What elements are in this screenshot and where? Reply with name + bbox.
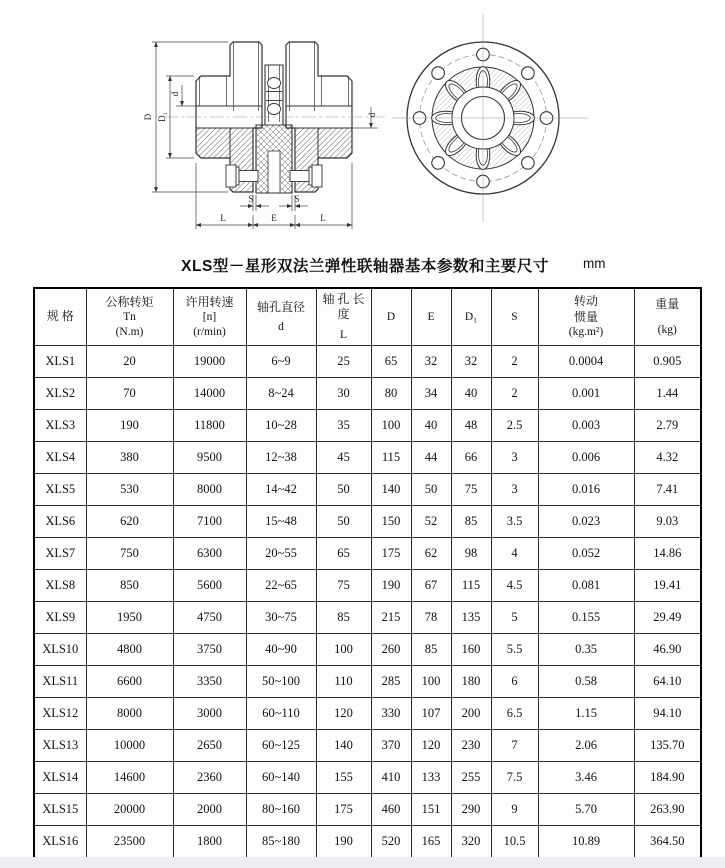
value-cell: 14600 bbox=[86, 762, 173, 794]
page-title: XLS型－星形双法兰弹性联轴器基本参数和主要尺寸 bbox=[181, 258, 549, 275]
value-cell: 8000 bbox=[86, 698, 173, 730]
value-cell: 14.86 bbox=[634, 538, 701, 570]
value-cell: 7100 bbox=[173, 506, 246, 538]
value-cell: 15~48 bbox=[246, 506, 316, 538]
table-row bbox=[34, 698, 701, 730]
model-cell: XLS2 bbox=[34, 378, 86, 410]
value-cell: 30~75 bbox=[246, 602, 316, 634]
value-cell: 530 bbox=[86, 474, 173, 506]
value-cell: 151 bbox=[411, 794, 451, 826]
value-cell: 85 bbox=[451, 506, 491, 538]
value-cell: 150 bbox=[371, 506, 411, 538]
value-cell: 190 bbox=[371, 570, 411, 602]
value-cell: 44 bbox=[411, 442, 451, 474]
value-cell: 40 bbox=[451, 378, 491, 410]
value-cell: 35 bbox=[316, 410, 371, 442]
dim-label-E: E bbox=[271, 213, 277, 223]
value-cell: 320 bbox=[451, 826, 491, 859]
value-cell: 5600 bbox=[173, 570, 246, 602]
col-header-inertia: 转动 惯量 (kg.m²) bbox=[538, 288, 634, 346]
value-cell: 135.70 bbox=[634, 730, 701, 762]
value-cell: 67 bbox=[411, 570, 451, 602]
value-cell: 3.5 bbox=[491, 506, 538, 538]
value-cell: 66 bbox=[451, 442, 491, 474]
value-cell: 50 bbox=[316, 474, 371, 506]
value-cell: 120 bbox=[411, 730, 451, 762]
col-header-D1: D₁ bbox=[451, 288, 491, 346]
value-cell: 520 bbox=[371, 826, 411, 859]
table-row bbox=[34, 474, 701, 506]
col-header-weight: 重量 (kg) bbox=[634, 288, 701, 346]
value-cell: 5.70 bbox=[538, 794, 634, 826]
model-cell: XLS3 bbox=[34, 410, 86, 442]
value-cell: 0.016 bbox=[538, 474, 634, 506]
value-cell: 10000 bbox=[86, 730, 173, 762]
value-cell: 80 bbox=[371, 378, 411, 410]
value-cell: 4.5 bbox=[491, 570, 538, 602]
value-cell: 2.79 bbox=[634, 410, 701, 442]
value-cell: 5 bbox=[491, 602, 538, 634]
model-cell: XLS7 bbox=[34, 538, 86, 570]
value-cell: 330 bbox=[371, 698, 411, 730]
value-cell: 0.905 bbox=[634, 346, 701, 378]
model-cell: XLS5 bbox=[34, 474, 86, 506]
value-cell: 65 bbox=[371, 346, 411, 378]
dim-label-d-right: d bbox=[367, 112, 377, 118]
value-cell: 29.49 bbox=[634, 602, 701, 634]
value-cell: 2.06 bbox=[538, 730, 634, 762]
table-row bbox=[34, 794, 701, 826]
value-cell: 6600 bbox=[86, 666, 173, 698]
value-cell: 2360 bbox=[173, 762, 246, 794]
value-cell: 3.46 bbox=[538, 762, 634, 794]
value-cell: 85~180 bbox=[246, 826, 316, 859]
value-cell: 19.41 bbox=[634, 570, 701, 602]
dim-label-L-right: L bbox=[320, 213, 326, 223]
model-cell: XLS10 bbox=[34, 634, 86, 666]
value-cell: 7.5 bbox=[491, 762, 538, 794]
model-cell: XLS8 bbox=[34, 570, 86, 602]
value-cell: 0.001 bbox=[538, 378, 634, 410]
col-header-speed: 许用转速 [n] (r/min) bbox=[173, 288, 246, 346]
value-cell: 115 bbox=[371, 442, 411, 474]
value-cell: 110 bbox=[316, 666, 371, 698]
model-cell: XLS13 bbox=[34, 730, 86, 762]
value-cell: 32 bbox=[411, 346, 451, 378]
value-cell: 370 bbox=[371, 730, 411, 762]
value-cell: 80~160 bbox=[246, 794, 316, 826]
value-cell: 100 bbox=[371, 410, 411, 442]
value-cell: 40 bbox=[411, 410, 451, 442]
value-cell: 85 bbox=[316, 602, 371, 634]
value-cell: 9 bbox=[491, 794, 538, 826]
value-cell: 133 bbox=[411, 762, 451, 794]
value-cell: 115 bbox=[451, 570, 491, 602]
page-bottom-edge bbox=[0, 857, 725, 868]
value-cell: 32 bbox=[451, 346, 491, 378]
value-cell: 364.50 bbox=[634, 826, 701, 859]
value-cell: 0.35 bbox=[538, 634, 634, 666]
table-row bbox=[34, 538, 701, 570]
value-cell: 285 bbox=[371, 666, 411, 698]
dim-label-L-left: L bbox=[220, 213, 226, 223]
value-cell: 52 bbox=[411, 506, 451, 538]
value-cell: 750 bbox=[86, 538, 173, 570]
model-cell: XLS15 bbox=[34, 794, 86, 826]
value-cell: 3000 bbox=[173, 698, 246, 730]
value-cell: 155 bbox=[316, 762, 371, 794]
value-cell: 14~42 bbox=[246, 474, 316, 506]
spec-table-body bbox=[34, 346, 701, 859]
model-cell: XLS16 bbox=[34, 826, 86, 859]
value-cell: 23500 bbox=[86, 826, 173, 859]
table-row bbox=[34, 378, 701, 410]
value-cell: 40~90 bbox=[246, 634, 316, 666]
coupling-section-diagram bbox=[120, 15, 400, 250]
value-cell: 6 bbox=[491, 666, 538, 698]
value-cell: 0.003 bbox=[538, 410, 634, 442]
value-cell: 46.90 bbox=[634, 634, 701, 666]
value-cell: 850 bbox=[86, 570, 173, 602]
value-cell: 215 bbox=[371, 602, 411, 634]
table-row bbox=[34, 666, 701, 698]
value-cell: 10.5 bbox=[491, 826, 538, 859]
value-cell: 0.58 bbox=[538, 666, 634, 698]
value-cell: 20~55 bbox=[246, 538, 316, 570]
value-cell: 45 bbox=[316, 442, 371, 474]
value-cell: 3 bbox=[491, 442, 538, 474]
value-cell: 4750 bbox=[173, 602, 246, 634]
model-cell: XLS9 bbox=[34, 602, 86, 634]
value-cell: 107 bbox=[411, 698, 451, 730]
value-cell: 60~140 bbox=[246, 762, 316, 794]
value-cell: 60~125 bbox=[246, 730, 316, 762]
value-cell: 3750 bbox=[173, 634, 246, 666]
value-cell: 9500 bbox=[173, 442, 246, 474]
table-row bbox=[34, 762, 701, 794]
spec-table-wrap bbox=[33, 287, 702, 859]
value-cell: 64.10 bbox=[634, 666, 701, 698]
value-cell: 1950 bbox=[86, 602, 173, 634]
value-cell: 160 bbox=[451, 634, 491, 666]
value-cell: 60~110 bbox=[246, 698, 316, 730]
value-cell: 410 bbox=[371, 762, 411, 794]
value-cell: 12~38 bbox=[246, 442, 316, 474]
dim-label-D1: D₁ bbox=[157, 112, 167, 122]
table-row bbox=[34, 346, 701, 378]
table-row bbox=[34, 730, 701, 762]
model-cell: XLS6 bbox=[34, 506, 86, 538]
col-header-S: S bbox=[491, 288, 538, 346]
value-cell: 0.081 bbox=[538, 570, 634, 602]
value-cell: 140 bbox=[316, 730, 371, 762]
col-header-bore-dia: 轴孔直径 d bbox=[246, 288, 316, 346]
value-cell: 2 bbox=[491, 346, 538, 378]
dim-label-S-left: S bbox=[248, 194, 254, 204]
table-row bbox=[34, 634, 701, 666]
value-cell: 9.03 bbox=[634, 506, 701, 538]
value-cell: 48 bbox=[451, 410, 491, 442]
value-cell: 1.44 bbox=[634, 378, 701, 410]
table-row bbox=[34, 506, 701, 538]
value-cell: 2 bbox=[491, 378, 538, 410]
value-cell: 255 bbox=[451, 762, 491, 794]
table-row bbox=[34, 570, 701, 602]
value-cell: 3350 bbox=[173, 666, 246, 698]
table-row bbox=[34, 410, 701, 442]
value-cell: 3 bbox=[491, 474, 538, 506]
value-cell: 19000 bbox=[173, 346, 246, 378]
value-cell: 4800 bbox=[86, 634, 173, 666]
value-cell: 7.41 bbox=[634, 474, 701, 506]
dim-label-d-left: d bbox=[170, 91, 180, 97]
value-cell: 6~9 bbox=[246, 346, 316, 378]
value-cell: 120 bbox=[316, 698, 371, 730]
value-cell: 2.5 bbox=[491, 410, 538, 442]
value-cell: 2000 bbox=[173, 794, 246, 826]
value-cell: 190 bbox=[316, 826, 371, 859]
value-cell: 20 bbox=[86, 346, 173, 378]
value-cell: 34 bbox=[411, 378, 451, 410]
value-cell: 2650 bbox=[173, 730, 246, 762]
value-cell: 1.15 bbox=[538, 698, 634, 730]
value-cell: 100 bbox=[316, 634, 371, 666]
dim-label-D: D bbox=[143, 113, 153, 121]
unit-label: mm bbox=[583, 256, 606, 271]
value-cell: 6.5 bbox=[491, 698, 538, 730]
value-cell: 620 bbox=[86, 506, 173, 538]
col-header-bore-len: 轴 孔 长 度 L bbox=[316, 288, 371, 346]
table-row bbox=[34, 826, 701, 859]
value-cell: 11800 bbox=[173, 410, 246, 442]
table-row bbox=[34, 602, 701, 634]
value-cell: 0.052 bbox=[538, 538, 634, 570]
model-cell: XLS12 bbox=[34, 698, 86, 730]
value-cell: 65 bbox=[316, 538, 371, 570]
value-cell: 184.90 bbox=[634, 762, 701, 794]
spec-table-header bbox=[34, 288, 701, 346]
value-cell: 0.0004 bbox=[538, 346, 634, 378]
value-cell: 50 bbox=[411, 474, 451, 506]
value-cell: 25 bbox=[316, 346, 371, 378]
spec-table bbox=[33, 287, 702, 859]
value-cell: 85 bbox=[411, 634, 451, 666]
value-cell: 230 bbox=[451, 730, 491, 762]
value-cell: 62 bbox=[411, 538, 451, 570]
value-cell: 70 bbox=[86, 378, 173, 410]
col-header-E: E bbox=[411, 288, 451, 346]
value-cell: 14000 bbox=[173, 378, 246, 410]
value-cell: 135 bbox=[451, 602, 491, 634]
value-cell: 22~65 bbox=[246, 570, 316, 602]
right-hub-section-hatch bbox=[318, 128, 352, 158]
value-cell: 50 bbox=[316, 506, 371, 538]
value-cell: 0.155 bbox=[538, 602, 634, 634]
title-row bbox=[0, 254, 725, 280]
col-header-torque: 公称转矩 Tn (N.m) bbox=[86, 288, 173, 346]
value-cell: 0.023 bbox=[538, 506, 634, 538]
value-cell: 0.006 bbox=[538, 442, 634, 474]
model-cell: XLS14 bbox=[34, 762, 86, 794]
coupling-front-view-diagram bbox=[388, 12, 603, 224]
value-cell: 290 bbox=[451, 794, 491, 826]
value-cell: 75 bbox=[451, 474, 491, 506]
value-cell: 380 bbox=[86, 442, 173, 474]
value-cell: 263.90 bbox=[634, 794, 701, 826]
value-cell: 4.32 bbox=[634, 442, 701, 474]
value-cell: 175 bbox=[316, 794, 371, 826]
value-cell: 8000 bbox=[173, 474, 246, 506]
value-cell: 94.10 bbox=[634, 698, 701, 730]
value-cell: 140 bbox=[371, 474, 411, 506]
value-cell: 98 bbox=[451, 538, 491, 570]
value-cell: 10~28 bbox=[246, 410, 316, 442]
value-cell: 1800 bbox=[173, 826, 246, 859]
value-cell: 100 bbox=[411, 666, 451, 698]
value-cell: 10.89 bbox=[538, 826, 634, 859]
value-cell: 190 bbox=[86, 410, 173, 442]
value-cell: 200 bbox=[451, 698, 491, 730]
value-cell: 260 bbox=[371, 634, 411, 666]
model-cell: XLS4 bbox=[34, 442, 86, 474]
dim-label-S-right: S bbox=[294, 194, 300, 204]
value-cell: 30 bbox=[316, 378, 371, 410]
value-cell: 180 bbox=[451, 666, 491, 698]
center-channel bbox=[268, 151, 280, 193]
value-cell: 175 bbox=[371, 538, 411, 570]
value-cell: 78 bbox=[411, 602, 451, 634]
value-cell: 165 bbox=[411, 826, 451, 859]
value-cell: 75 bbox=[316, 570, 371, 602]
col-header-D: D bbox=[371, 288, 411, 346]
value-cell: 460 bbox=[371, 794, 411, 826]
model-cell: XLS1 bbox=[34, 346, 86, 378]
left-hub-section-hatch bbox=[196, 128, 230, 158]
value-cell: 20000 bbox=[86, 794, 173, 826]
col-header-model: 规 格 bbox=[34, 288, 86, 346]
value-cell: 6300 bbox=[173, 538, 246, 570]
value-cell: 4 bbox=[491, 538, 538, 570]
value-cell: 50~100 bbox=[246, 666, 316, 698]
value-cell: 7 bbox=[491, 730, 538, 762]
table-row bbox=[34, 442, 701, 474]
value-cell: 5.5 bbox=[491, 634, 538, 666]
value-cell: 8~24 bbox=[246, 378, 316, 410]
model-cell: XLS11 bbox=[34, 666, 86, 698]
